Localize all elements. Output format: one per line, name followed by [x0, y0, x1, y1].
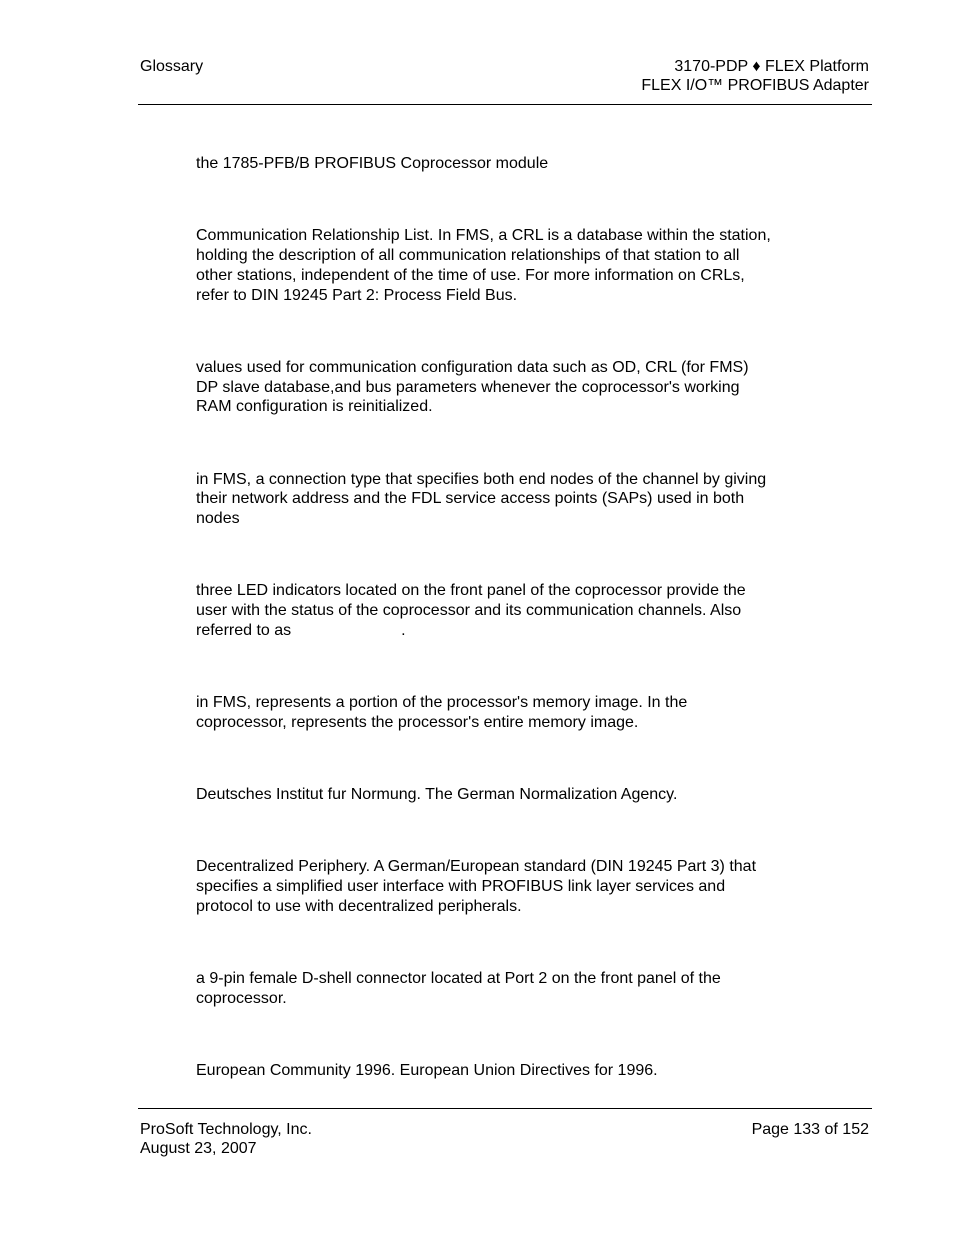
definition-line-suffix: . [401, 621, 406, 639]
glossary-entry-4 [196, 470, 826, 529]
glossary-entry-7 [196, 785, 826, 805]
company-name: ProSoft Technology, Inc. [140, 1121, 312, 1138]
glossary-entry-9 [196, 969, 826, 1009]
glossary-entry-2 [196, 226, 826, 305]
definition-line: coprocessor. [196, 989, 287, 1007]
glossary-entry-8 [196, 857, 826, 916]
definition-line: protocol to use with decentralized peripherals. [196, 897, 522, 915]
definition-line: values used for communication configuration data such as OD, CRL (for FMS) [196, 358, 749, 376]
definition-line: the 1785-PFB/B PROFIBUS Coprocessor module [196, 155, 549, 172]
header-divider [138, 104, 872, 105]
definition-line-prefix: referred to as [196, 621, 292, 639]
definition-line: holding the description of all communication relationships of that station to all [196, 246, 740, 264]
definition-line: a 9-pin female D-shell connector located at Port 2 on the front panel of the [196, 970, 721, 988]
definition-line: refer to DIN 19245 Part 2: Process Field Bus. [196, 286, 518, 304]
glossary-entries [196, 154, 826, 1133]
definition-line: their network address and the FDL service access points (SAPs) used in both [196, 490, 745, 508]
definition-line: other stations, independent of the time of use. For more information on CRLs, [196, 266, 745, 284]
definition-line-with-blank [196, 621, 826, 641]
product-line-1: 3170-PDP ♦ FLEX Platform [674, 58, 869, 75]
document-date: August 23, 2007 [140, 1140, 257, 1157]
definition-line: three LED indicators located on the front panel of the coprocessor provide the [196, 582, 746, 600]
definition-line: European Community 1996. European Union Directives for 1996. [196, 1062, 658, 1080]
product-line-2: FLEX I/O™ PROFIBUS Adapter [641, 77, 869, 94]
glossary-entry-1 [196, 154, 826, 174]
footer-company-info [140, 1120, 312, 1158]
glossary-entry-3 [196, 358, 826, 417]
definition-line: DP slave database,and bus parameters whenever the coprocessor's working [196, 378, 740, 396]
page-number: Page 133 of 152 [751, 1121, 869, 1138]
definition-line: Deutsches Institut fur Normung. The German Normalization Agency. [196, 786, 678, 804]
glossary-entry-10 [196, 1061, 826, 1081]
section-title: Glossary [140, 58, 204, 75]
definition-line: in FMS, a connection type that specifies both end nodes of the channel by giving [196, 470, 767, 488]
footer-page-info [752, 1120, 869, 1139]
definition-line: coprocessor, represents the processor's entire memory image. [196, 713, 639, 731]
footer-divider [138, 1108, 872, 1109]
definition-line: RAM configuration is reinitialized. [196, 398, 433, 416]
definition-line: nodes [196, 510, 240, 528]
definition-line: Communication Relationship List. In FMS, a CRL is a database within the station, [196, 227, 771, 245]
glossary-entry-5 [196, 581, 826, 640]
definition-line: user with the status of the coprocessor and its communication channels. Also [196, 602, 742, 620]
definition-line: in FMS, represents a portion of the processor's memory image. In the [196, 694, 688, 712]
header-section-title [140, 57, 203, 76]
header-product-title [641, 57, 869, 95]
definition-line: specifies a simplified user interface with PROFIBUS link layer services and [196, 878, 726, 896]
definition-line: Decentralized Periphery. A German/European standard (DIN 19245 Part 3) that [196, 858, 757, 876]
glossary-entry-6 [196, 693, 826, 733]
